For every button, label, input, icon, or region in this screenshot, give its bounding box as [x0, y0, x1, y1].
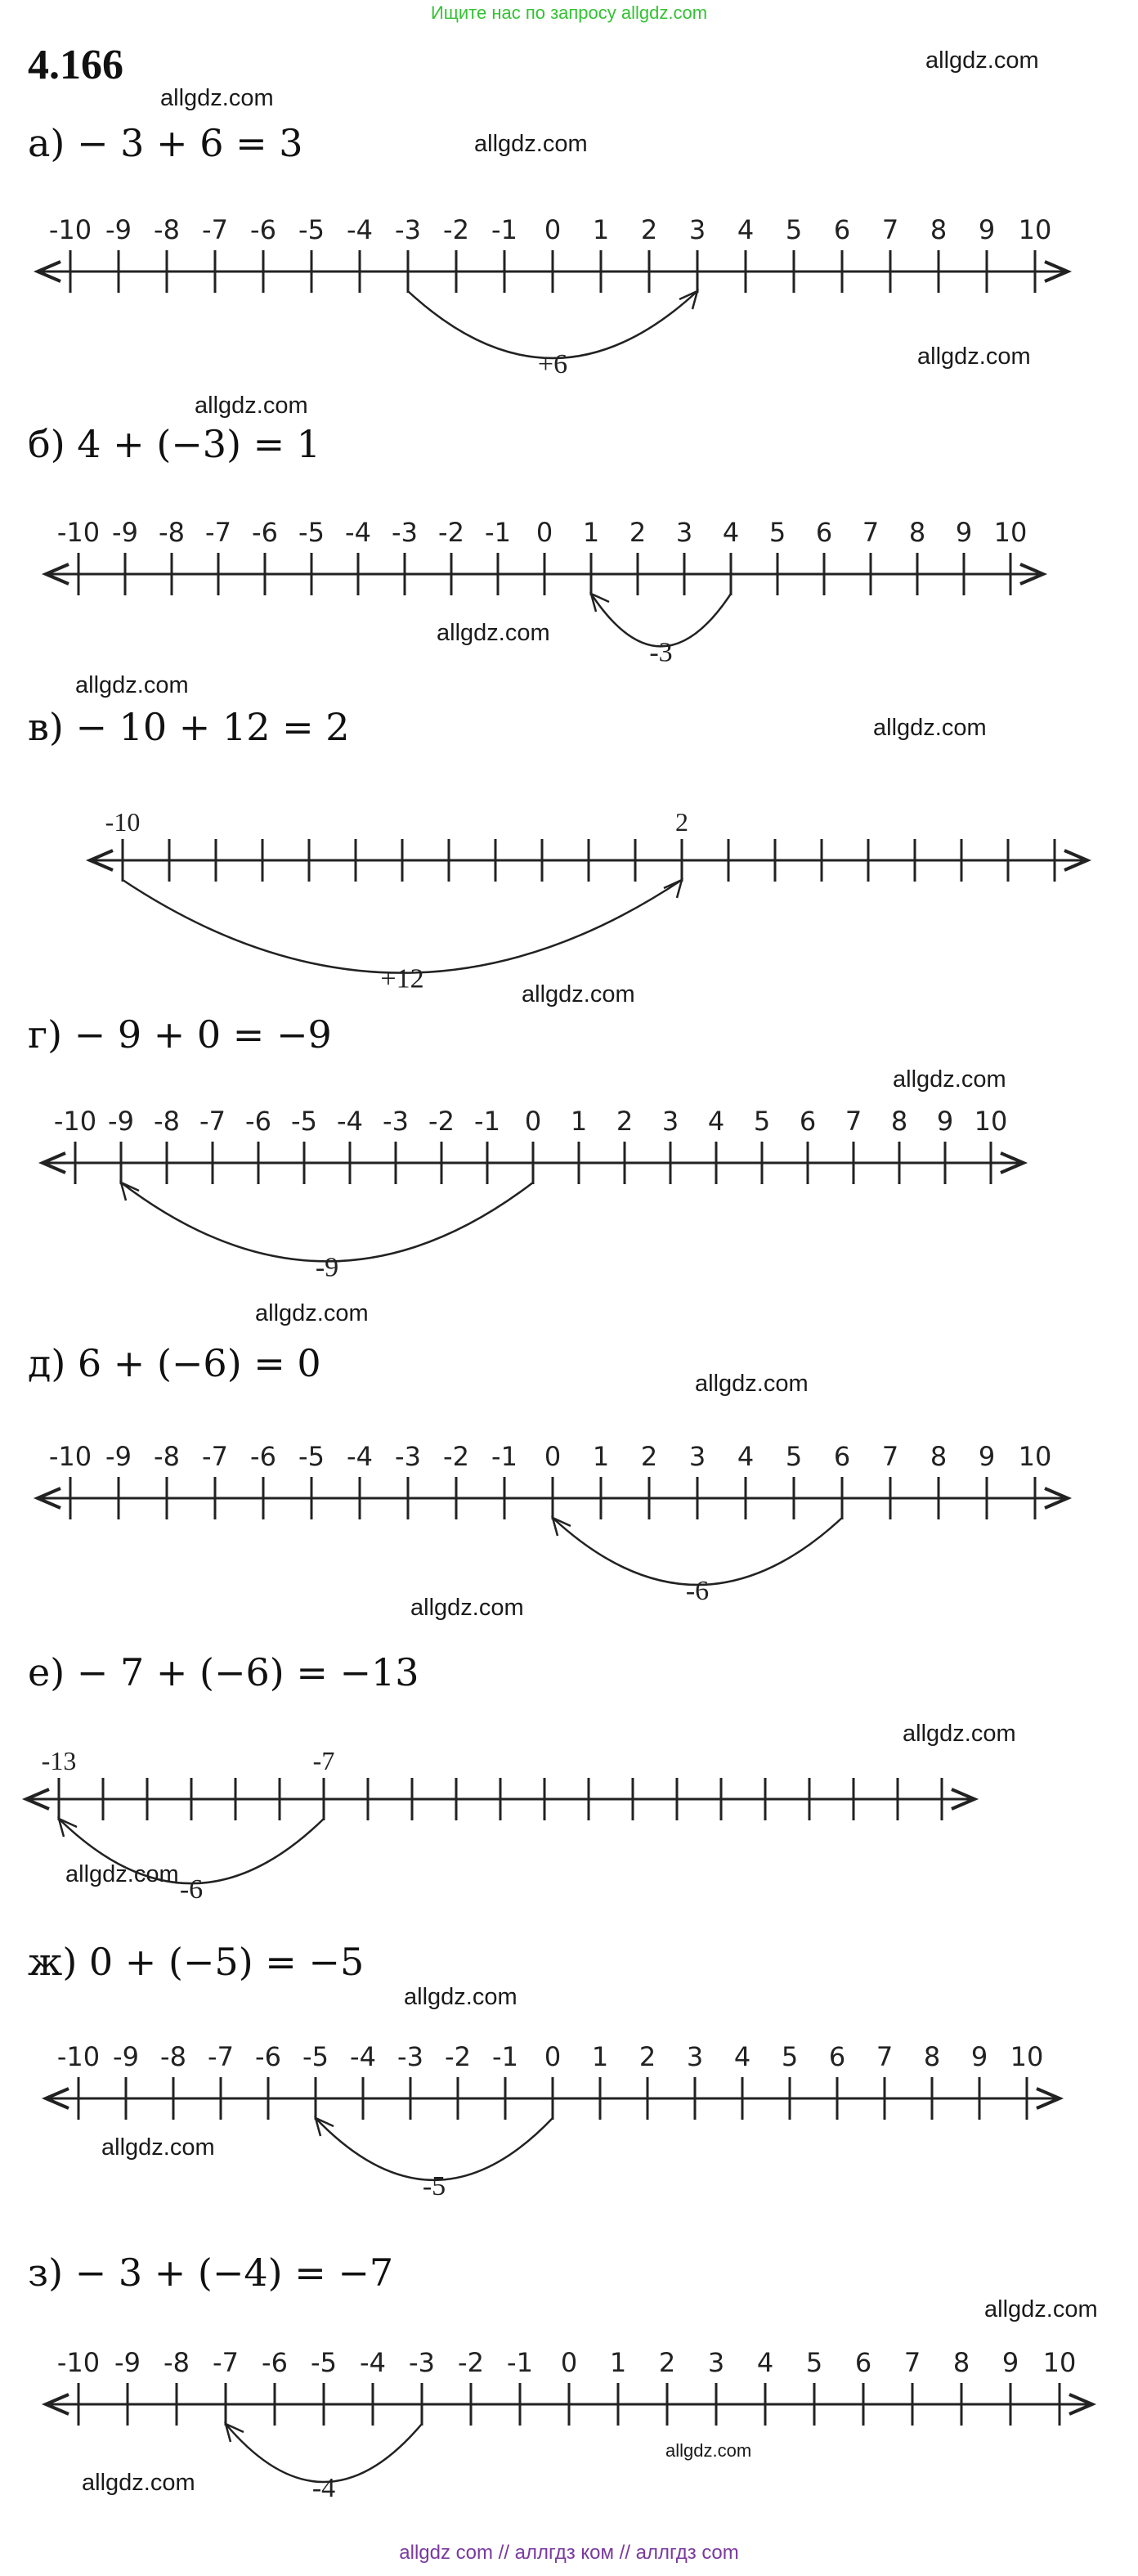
tick-label: -4	[347, 214, 373, 245]
tick-label: 6	[833, 1441, 851, 1472]
tick-label: 8	[952, 2347, 970, 2378]
equation-z: з) − 3 + (−4) = −7	[28, 2251, 394, 2295]
watermark: allgdz.com	[893, 1066, 1006, 1093]
tick-label: -10	[56, 2347, 101, 2378]
tick-label: -2	[458, 2347, 484, 2378]
tick-label: 0	[524, 1106, 542, 1137]
tick-label: 9	[955, 517, 973, 548]
tick-label: -5	[298, 214, 325, 245]
tick-label: -8	[154, 1106, 180, 1137]
equation-a: а) − 3 + 6 = 3	[28, 121, 303, 165]
watermark: allgdz.com	[75, 672, 189, 698]
tick-label: 4	[737, 1441, 755, 1472]
tick-label: 0	[544, 214, 562, 245]
watermark: allgdz.com	[474, 131, 588, 157]
jump-arc	[408, 291, 697, 358]
tick-label: 3	[661, 1106, 679, 1137]
tick-label: -2	[443, 1441, 469, 1472]
task-number: 4.166	[28, 42, 123, 88]
jump-label: -6	[179, 1874, 204, 1905]
tick-label: -7	[202, 214, 228, 245]
tick-label: 6	[854, 2347, 872, 2378]
tick-label: 2	[616, 1106, 634, 1137]
tick-label: -5	[302, 2041, 329, 2072]
number-line-b	[0, 499, 1138, 711]
tick-label: 4	[733, 2041, 751, 2072]
watermark: allgdz.com	[917, 343, 1031, 370]
tick-label: -9	[105, 1441, 132, 1472]
top-banner[interactable]: Ищите нас по запросу allgdz.com	[430, 2, 708, 23]
tick-label: 0	[544, 1441, 562, 1472]
equation-e: е) − 7 + (−6) = −13	[28, 1650, 419, 1694]
tick-label: -5	[298, 517, 325, 548]
tick-label: 1	[592, 1441, 610, 1472]
tick-label: 6	[828, 2041, 846, 2072]
tick-label: -5	[291, 1106, 317, 1137]
tick-label: -9	[114, 2347, 141, 2378]
tick-label: 4	[756, 2347, 774, 2378]
tick-label: 8	[923, 2041, 941, 2072]
tick-label: -10	[48, 214, 92, 245]
watermark: allgdz.com	[925, 47, 1039, 74]
tick-label: -7	[208, 2041, 234, 2072]
tick-label: -1	[485, 517, 511, 548]
tick-label: 10	[993, 517, 1028, 548]
tick-label: 3	[688, 1441, 706, 1472]
number-line-g	[0, 1088, 1138, 1300]
tick-label: -10	[53, 1106, 97, 1137]
jump-arc	[123, 880, 682, 973]
tick-label: -3	[397, 2041, 423, 2072]
tick-label: 0	[544, 2041, 562, 2072]
tick-label: -10	[56, 2041, 101, 2072]
watermark: allgdz.com	[522, 981, 635, 1008]
tick-label: 6	[833, 214, 851, 245]
tick-label: 3	[686, 2041, 704, 2072]
tick-label: 9	[978, 1441, 996, 1472]
tick-label: 1	[582, 517, 600, 548]
tick-label: 10	[1042, 2347, 1077, 2378]
watermark: allgdz.com	[984, 2296, 1098, 2322]
tick-label: 7	[862, 517, 880, 548]
tick-label: -4	[337, 1106, 363, 1137]
watermark: allgdz.com	[410, 1595, 524, 1621]
watermark: allgdz.com	[82, 2470, 195, 2496]
tick-label: -9	[105, 214, 132, 245]
tick-label: -2	[428, 1106, 455, 1137]
tick-label: 8	[930, 214, 948, 245]
number-line-z	[0, 2332, 1138, 2545]
tick-label: 7	[881, 214, 899, 245]
watermark: allgdz.com	[65, 1861, 179, 1887]
tick-label: -1	[492, 2041, 518, 2072]
tick-label: 1	[570, 1106, 588, 1137]
tick-label: -7	[205, 517, 231, 548]
jump-label: -4	[311, 2473, 336, 2504]
tick-label: 1	[592, 214, 610, 245]
tick-label: 7	[881, 1441, 899, 1472]
equation-v: в) − 10 + 12 = 2	[28, 705, 350, 749]
tick-label: 10	[1018, 1441, 1052, 1472]
tick-label: 2	[640, 214, 658, 245]
tick-label: -1	[491, 1441, 517, 1472]
tick-label: -4	[350, 2041, 376, 2072]
watermark: allgdz.com	[195, 393, 308, 419]
tick-label: 7	[876, 2041, 894, 2072]
jump-label: +12	[380, 963, 424, 994]
tick-label: -3	[409, 2347, 435, 2378]
tick-label: -7	[199, 1106, 226, 1137]
tick-label: -9	[108, 1106, 134, 1137]
tick-label: 4	[737, 214, 755, 245]
tick-label: 5	[768, 517, 786, 548]
tick-label: -7	[202, 1441, 228, 1472]
tick-label: 7	[845, 1106, 862, 1137]
watermark: allgdz.com	[665, 2440, 752, 2461]
tick-label: 4	[722, 517, 740, 548]
tick-label: -8	[159, 517, 185, 548]
tick-label: -1	[507, 2347, 533, 2378]
tick-label: 6	[815, 517, 833, 548]
tick-label: 0	[560, 2347, 578, 2378]
tick-label: 3	[675, 517, 693, 548]
tick-label: 1	[591, 2041, 609, 2072]
watermark: allgdz.com	[404, 1984, 517, 2010]
tick-label: -6	[250, 214, 276, 245]
tick-label: 10	[1018, 214, 1052, 245]
tick-label: -8	[164, 2347, 190, 2378]
jump-label: -6	[685, 1575, 710, 1606]
tick-label: -1	[474, 1106, 500, 1137]
point-label: -10	[105, 807, 141, 837]
point-label: 2	[675, 807, 688, 837]
tick-label: 2	[658, 2347, 676, 2378]
tick-label: -8	[160, 2041, 186, 2072]
number-line-d	[0, 1423, 1138, 1636]
tick-label: 8	[930, 1441, 948, 1472]
tick-label: 4	[707, 1106, 725, 1137]
equation-b: б) 4 + (−3) = 1	[28, 422, 321, 466]
jump-label: -3	[649, 637, 673, 668]
tick-label: 6	[799, 1106, 817, 1137]
watermark: allgdz.com	[873, 715, 987, 741]
watermark: allgdz.com	[695, 1371, 809, 1397]
tick-label: -1	[491, 214, 517, 245]
tick-label: -2	[438, 517, 464, 548]
tick-label: 10	[974, 1106, 1008, 1137]
equation-g: г) − 9 + 0 = −9	[28, 1012, 332, 1057]
tick-label: -4	[345, 517, 371, 548]
footer-links[interactable]: allgdz com // аллгдз ком // аллгдз com	[399, 2542, 739, 2564]
watermark: allgdz.com	[255, 1300, 369, 1326]
tick-label: -6	[245, 1106, 271, 1137]
watermark: allgdz.com	[101, 2134, 215, 2161]
tick-label: -10	[56, 517, 101, 548]
tick-label: 2	[638, 2041, 656, 2072]
tick-label: 2	[629, 517, 647, 548]
tick-label: 9	[970, 2041, 988, 2072]
tick-label: -6	[262, 2347, 288, 2378]
tick-label: -9	[112, 517, 138, 548]
jump-arc	[121, 1183, 533, 1261]
tick-label: 5	[785, 1441, 803, 1472]
tick-label: 9	[936, 1106, 954, 1137]
tick-label: -8	[154, 1441, 180, 1472]
point-label: -7	[312, 1746, 335, 1775]
equation-d: д) 6 + (−6) = 0	[28, 1341, 321, 1385]
watermark: allgdz.com	[903, 1721, 1016, 1747]
tick-label: -7	[213, 2347, 239, 2378]
tick-label: 8	[908, 517, 926, 548]
tick-label: -6	[255, 2041, 281, 2072]
number-line-v	[0, 785, 1138, 998]
tick-label: 5	[805, 2347, 823, 2378]
tick-label: -6	[250, 1441, 276, 1472]
tick-label: 10	[1010, 2041, 1044, 2072]
tick-label: -3	[395, 214, 421, 245]
tick-label: -4	[347, 1441, 373, 1472]
tick-label: 9	[978, 214, 996, 245]
jump-label: -9	[315, 1252, 339, 1283]
tick-label: -2	[445, 2041, 471, 2072]
tick-label: 1	[609, 2347, 627, 2378]
tick-label: 7	[903, 2347, 921, 2378]
tick-label: -3	[392, 517, 418, 548]
jump-label: +6	[537, 348, 568, 379]
tick-label: -9	[113, 2041, 139, 2072]
tick-label: -5	[311, 2347, 337, 2378]
number-line-a	[0, 196, 1138, 409]
tick-label: 5	[785, 214, 803, 245]
tick-label: -10	[48, 1441, 92, 1472]
tick-label: -3	[383, 1106, 409, 1137]
watermark: allgdz.com	[160, 85, 274, 111]
tick-label: 2	[640, 1441, 658, 1472]
point-label: -13	[41, 1746, 77, 1775]
tick-label: -2	[443, 214, 469, 245]
tick-label: -4	[360, 2347, 386, 2378]
jump-label: -5	[422, 2170, 446, 2201]
tick-label: 9	[1001, 2347, 1019, 2378]
watermark: allgdz.com	[437, 620, 550, 646]
number-line-zh	[0, 2026, 1138, 2239]
tick-label: -6	[252, 517, 278, 548]
tick-label: 0	[535, 517, 553, 548]
number-line-e	[0, 1734, 1138, 1946]
tick-label: 8	[890, 1106, 908, 1137]
tick-label: -8	[154, 214, 180, 245]
jump-arc	[553, 1518, 842, 1585]
tick-label: 3	[688, 214, 706, 245]
tick-label: -3	[395, 1441, 421, 1472]
equation-zh: ж) 0 + (−5) = −5	[28, 1940, 365, 1984]
tick-label: -5	[298, 1441, 325, 1472]
tick-label: 5	[753, 1106, 771, 1137]
tick-label: 5	[781, 2041, 799, 2072]
tick-label: 3	[707, 2347, 725, 2378]
